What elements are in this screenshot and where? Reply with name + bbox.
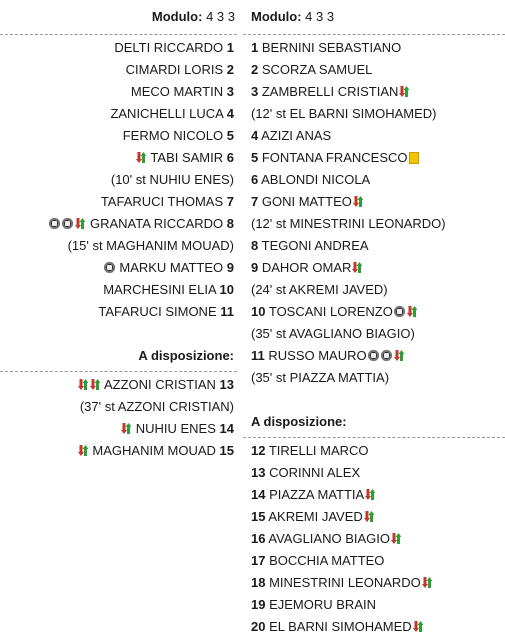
sub-arrows-icon [90, 378, 100, 391]
player-name: EL BARNI SIMOHAMED [269, 619, 412, 634]
player-row [243, 235, 505, 257]
player-row [243, 440, 505, 462]
player-number: 3 [226, 84, 234, 99]
away-formation-value: 4 3 3 [305, 9, 335, 24]
player-row [0, 191, 243, 213]
player-name: TEGONI ANDREA [261, 238, 369, 253]
player-row [0, 440, 243, 462]
substitution-note [243, 213, 505, 235]
player-number: 2 [251, 62, 259, 77]
substitution-text: (10' st NUHIU ENES) [110, 172, 234, 187]
player-name: TABI SAMIR [150, 150, 224, 165]
player-number: 19 [251, 597, 266, 612]
player-name: RUSSO MAURO [268, 348, 367, 363]
substitution-note [243, 279, 505, 301]
sub-arrows-icon [353, 195, 363, 208]
player-name: MECO MARTIN [130, 84, 224, 99]
player-name: SCORZA SAMUEL [261, 62, 373, 77]
player-number: 11 [251, 348, 265, 363]
player-number: 13 [219, 377, 234, 392]
player-number: 10 [219, 282, 234, 297]
player-row [243, 191, 505, 213]
sub-arrows-icon [136, 151, 146, 164]
player-name: DELTI RICCARDO [114, 40, 224, 55]
player-row [243, 506, 505, 528]
sub-arrows-icon [121, 422, 131, 435]
player-name: EJEMORU BRAIN [269, 597, 376, 612]
player-name: AVAGLIANO BIAGIO [268, 531, 390, 546]
substitution-note [0, 235, 243, 257]
player-row [0, 103, 243, 125]
player-row [243, 37, 505, 59]
player-row [243, 257, 505, 279]
player-name: CORINNI ALEX [269, 465, 361, 480]
player-row [243, 484, 505, 506]
player-number: 8 [251, 238, 259, 253]
player-name: BOCCHIA MATTEO [269, 553, 385, 568]
sub-arrows-icon [407, 305, 417, 318]
sub-arrows-icon [78, 444, 88, 457]
sub-arrows-icon [365, 488, 375, 501]
substitution-note [243, 103, 505, 125]
player-name: AKREMI JAVED [268, 509, 363, 524]
player-row [243, 616, 505, 638]
player-name: TAFARUCI SIMONE [98, 304, 217, 319]
player-row [243, 572, 505, 594]
home-formation-label: Modulo: [151, 9, 203, 24]
player-row [0, 374, 243, 396]
player-number: 15 [219, 443, 234, 458]
player-row [243, 147, 505, 169]
player-number: 4 [226, 106, 234, 121]
player-row [0, 147, 243, 169]
away-lineup [243, 0, 505, 638]
player-name: PIAZZA MATTIA [269, 487, 365, 502]
away-formation [243, 0, 505, 34]
substitution-text: (24' st AKREMI JAVED) [251, 282, 388, 297]
player-number: 6 [226, 150, 234, 165]
player-number: 8 [226, 216, 234, 231]
goal-ball-icon [62, 218, 73, 229]
player-name: ZAMBRELLI CRISTIAN [261, 84, 399, 99]
player-row [243, 462, 505, 484]
player-number: 6 [251, 172, 259, 187]
player-name: FERMO NICOLO [122, 128, 224, 143]
player-number: 4 [251, 128, 259, 143]
player-number: 10 [251, 304, 266, 319]
player-row [0, 418, 243, 440]
substitution-note [0, 396, 243, 418]
player-name: MARKU MATTEO [119, 260, 224, 275]
player-number: 3 [251, 84, 259, 99]
sub-arrows-icon [394, 349, 404, 362]
player-row [0, 257, 243, 279]
sub-arrows-icon [413, 620, 423, 633]
player-name: ABLONDI NICOLA [261, 172, 371, 187]
player-name: MAGHANIM MOUAD [92, 443, 216, 458]
player-row [243, 169, 505, 191]
player-name: TIRELLI MARCO [268, 443, 369, 458]
player-name: GRANATA RICCARDO [89, 216, 224, 231]
away-starters-list [243, 35, 505, 389]
away-formation-label: Modulo: [251, 9, 302, 24]
player-row [243, 550, 505, 572]
player-row [243, 594, 505, 616]
goal-ball-icon [49, 218, 60, 229]
player-row [243, 528, 505, 550]
sub-arrows-icon [391, 532, 401, 545]
player-name: AZZONI CRISTIAN [103, 377, 216, 392]
player-name: AZIZI ANAS [261, 128, 332, 143]
player-number: 15 [251, 509, 266, 524]
substitution-text: (12' st MINESTRINI LEONARDO) [251, 216, 446, 231]
player-row [0, 59, 243, 81]
player-row [243, 125, 505, 147]
player-number: 7 [251, 194, 259, 209]
player-number: 13 [251, 465, 266, 480]
player-row [0, 301, 243, 323]
goal-ball-icon [368, 350, 379, 361]
goal-ball-icon [394, 306, 405, 317]
player-number: 12 [251, 443, 266, 458]
player-number: 1 [226, 40, 234, 55]
player-name: TAFARUCI THOMAS [100, 194, 224, 209]
home-bench-list [0, 372, 243, 462]
player-number: 11 [220, 304, 234, 319]
substitution-text: (15' st MAGHANIM MOUAD) [67, 238, 234, 253]
home-lineup [0, 0, 243, 462]
player-row [0, 125, 243, 147]
player-name: FONTANA FRANCESCO [261, 150, 408, 165]
player-number: 7 [226, 194, 234, 209]
player-row [0, 37, 243, 59]
goal-ball-icon [104, 262, 115, 273]
player-number: 14 [251, 487, 266, 502]
sub-arrows-icon [399, 85, 409, 98]
substitution-note [243, 323, 505, 345]
substitution-text: (37' st AZZONI CRISTIAN) [79, 399, 234, 414]
away-bench-list [243, 438, 505, 638]
player-row [243, 301, 505, 323]
yellow-card-icon [409, 152, 419, 164]
player-name: ZANICHELLI LUCA [110, 106, 224, 121]
player-number: 2 [226, 62, 234, 77]
player-number: 20 [251, 619, 266, 634]
player-row [243, 345, 505, 367]
player-number: 9 [251, 260, 259, 275]
substitution-text: (12' st EL BARNI SIMOHAMED) [251, 106, 437, 121]
player-number: 18 [251, 575, 266, 590]
player-name: TOSCANI LORENZO [268, 304, 393, 319]
substitution-note [0, 169, 243, 191]
player-row [243, 59, 505, 81]
player-name: CIMARDI LORIS [125, 62, 224, 77]
player-number: 1 [251, 40, 259, 55]
sub-arrows-icon [352, 261, 362, 274]
sub-arrows-icon [422, 576, 432, 589]
substitution-text: (35' st PIAZZA MATTIA) [251, 370, 390, 385]
player-row [0, 279, 243, 301]
sub-arrows-icon [364, 510, 374, 523]
home-bench-heading: A disposizione: [138, 348, 234, 363]
player-number: 14 [219, 421, 234, 436]
home-formation-value: 4 3 3 [206, 9, 235, 24]
player-row [0, 81, 243, 103]
player-number: 5 [226, 128, 234, 143]
player-name: MARCHESINI ELIA [103, 282, 216, 297]
player-number: 5 [251, 150, 259, 165]
home-starters-list [0, 35, 243, 323]
goal-ball-icon [381, 350, 392, 361]
player-number: 16 [251, 531, 266, 546]
player-name: MINESTRINI LEONARDO [269, 575, 421, 590]
player-number: 9 [226, 260, 234, 275]
substitution-note [243, 367, 505, 389]
player-name: GONI MATTEO [261, 194, 352, 209]
player-row [0, 213, 243, 235]
sub-arrows-icon [75, 217, 85, 230]
substitution-text: (35' st AVAGLIANO BIAGIO) [251, 326, 415, 341]
away-bench-heading: A disposizione: [251, 414, 347, 429]
player-row [243, 81, 505, 103]
home-formation [0, 0, 243, 34]
player-name: NUHIU ENES [135, 421, 216, 436]
player-name: DAHOR OMAR [261, 260, 352, 275]
sub-arrows-icon [78, 378, 88, 391]
player-number: 17 [251, 553, 266, 568]
player-name: BERNINI SEBASTIANO [261, 40, 402, 55]
